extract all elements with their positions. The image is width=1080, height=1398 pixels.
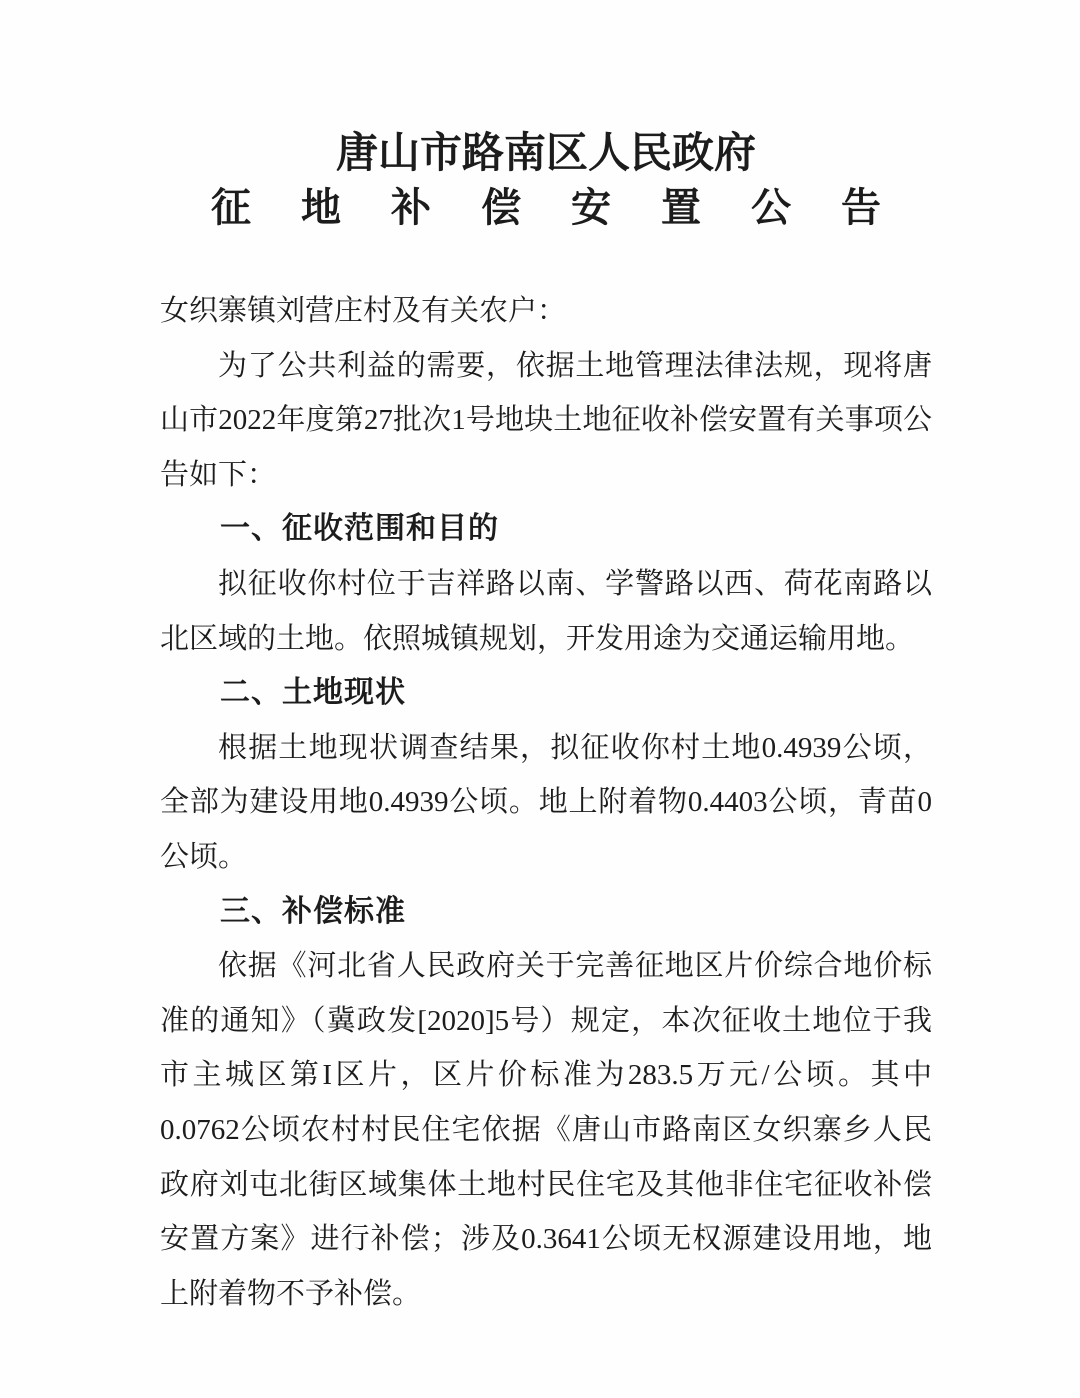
salutation: 女织寨镇刘营庄村及有关农户： — [160, 295, 567, 327]
section-1-heading: 一、征收范围和目的 — [220, 512, 499, 546]
document-header — [160, 128, 932, 234]
page-content — [160, 128, 932, 1321]
section-2-body: 根据土地现状调查结果，拟征收你村土地0.4939公顷，全部为建设用地0.4939公顷。地上附着物0.4403公顷，青苗0公顷。 — [160, 731, 932, 873]
section-2-heading: 二、土地现状 — [220, 676, 406, 710]
document-title-line1: 唐山市路南区人民政府 — [335, 131, 756, 177]
section-3-heading: 三、补偿标准 — [220, 894, 406, 928]
document-title-line2: 征 地 补 偿 安 置 公 告 — [211, 185, 901, 230]
section-1-body: 拟征收你村位于吉祥路以南、学警路以西、荷花南路以北区域的土地。依照城镇规划，开发用途为交通运输用地。 — [160, 567, 932, 655]
intro-paragraph: 为了公共利益的需要，依据土地管理法律法规，现将唐山市2022年度第27批次1号地块土地征收补偿安置有关事项公告如下： — [160, 349, 932, 491]
section-3-body: 依据《河北省人民政府关于完善征地区片价综合地价标准的通知》（冀政发[2020]5号）规定，本次征收土地位于我市主城区第I区片，区片价标准为283.5万元/公顷。其中 0.0762公顷农村村民住宅依据《唐山市路南区女织寨乡人民政府刘屯北街区域集体土地村民住宅及其他非住宅征收补偿安置方案》进行补偿；涉及0.3641公顷无权源建设用地，地上附着物不予补偿。 — [160, 950, 932, 1310]
document-body — [160, 284, 932, 1321]
